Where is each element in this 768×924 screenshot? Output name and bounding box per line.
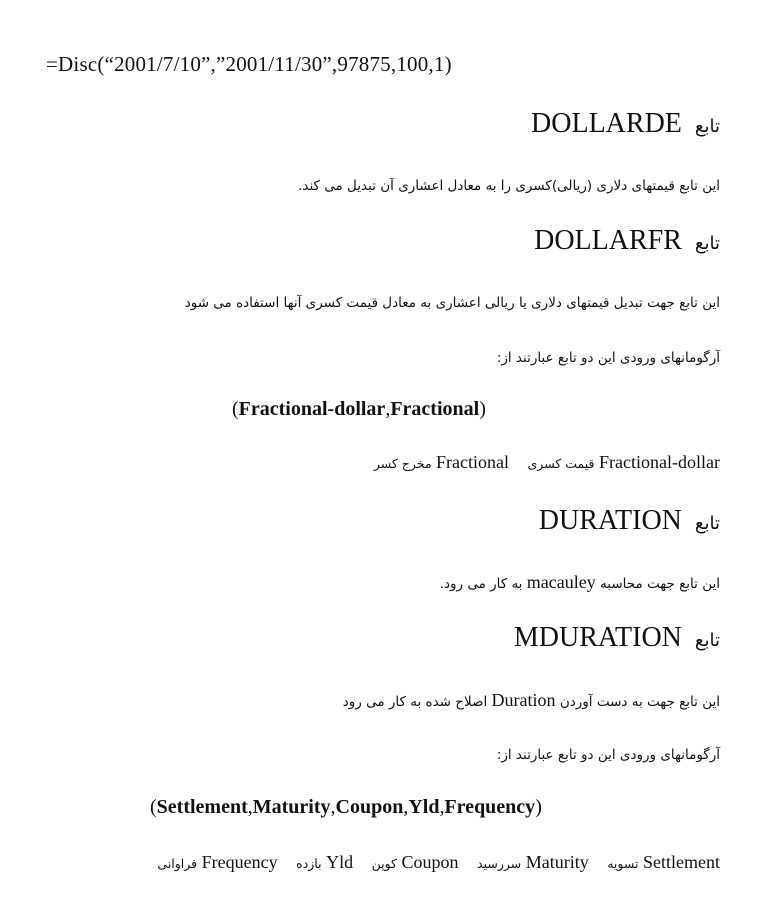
param-fractional: Fractional [390, 398, 480, 420]
legend-meaning: تسویه [607, 856, 639, 871]
legend-term: Yld [326, 852, 354, 872]
dollarfr-description: این تابع جهت تبدیل قیمتهای دلاری یا ریالی اعشاری به معادل قیمت کسری آنها استفاده می شود [184, 295, 720, 311]
function-name: DURATION [538, 505, 682, 536]
legend-meaning: کوپن [371, 856, 397, 871]
legend-meaning: مخرج کسر [373, 456, 432, 471]
dollarfr-args-intro: آرگومانهای ورودی این دو تابع عبارتند از: [496, 350, 720, 366]
param-fractional-dollar: Fractional-dollar [238, 398, 386, 420]
dollarde-description: این تابع قیمتهای دلاری (ریالی)کسری را به معادل اعشاری آن تبدیل می کند. [298, 178, 720, 194]
paren-close: ) [535, 796, 542, 818]
legend-term: Fractional [436, 452, 510, 472]
paren-open: ( [150, 796, 157, 818]
paren-close: ) [479, 398, 486, 420]
param-separator: , [330, 796, 336, 818]
heading-keyword: تابع [694, 513, 720, 534]
param-separator: , [247, 796, 253, 818]
dollarfr-signature [232, 398, 486, 421]
function-name: MDURATION [513, 622, 682, 653]
heading-dollarde [531, 108, 720, 140]
param-separator: , [385, 398, 391, 420]
legend-term: Maturity [525, 852, 589, 872]
param-coupon: Coupon [335, 796, 404, 818]
legend-meaning: بازده [296, 856, 322, 871]
duration-description: این تابع جهت محاسبه macauley به کار می رود. [439, 572, 720, 592]
heading-mduration [514, 622, 720, 654]
param-separator: , [403, 796, 409, 818]
param-maturity: Maturity [252, 796, 331, 818]
legend-term: Coupon [401, 852, 459, 872]
heading-keyword: تابع [694, 233, 720, 254]
paren-open: ( [232, 398, 239, 420]
param-settlement: Settlement [156, 796, 248, 818]
mduration-description: این تابع جهت به دست آوردن Duration اصلاح شده به کار می رود [342, 690, 720, 710]
param-separator: , [439, 796, 445, 818]
legend-term: Frequency [201, 852, 278, 872]
heading-keyword: تابع [694, 630, 720, 651]
legend-term: Settlement [643, 852, 720, 872]
macauley-term: macauley [526, 572, 596, 592]
duration-term: Duration [491, 690, 556, 710]
legend-meaning: سررسید [477, 856, 522, 871]
mduration-args-intro: آرگومانهای ورودی این دو تابع عبارتند از: [496, 747, 720, 763]
dollarfr-legend [374, 452, 720, 473]
param-frequency: Frequency [444, 796, 536, 818]
mduration-signature [150, 796, 542, 819]
legend-meaning: قیمت کسری [527, 456, 595, 471]
heading-duration [539, 505, 720, 537]
disc-formula: =Disc(“2001/7/10”,”2001/11/30”,97875,100,1) [46, 52, 452, 76]
legend-term: Fractional-dollar [599, 452, 720, 472]
param-yld: Yld [408, 796, 440, 818]
heading-keyword: تابع [694, 116, 720, 137]
function-name: DOLLARDE [531, 108, 682, 139]
mduration-legend [157, 852, 720, 873]
heading-dollarfr [534, 225, 720, 257]
legend-meaning: فراوانی [157, 856, 198, 871]
function-name: DOLLARFR [534, 225, 682, 256]
